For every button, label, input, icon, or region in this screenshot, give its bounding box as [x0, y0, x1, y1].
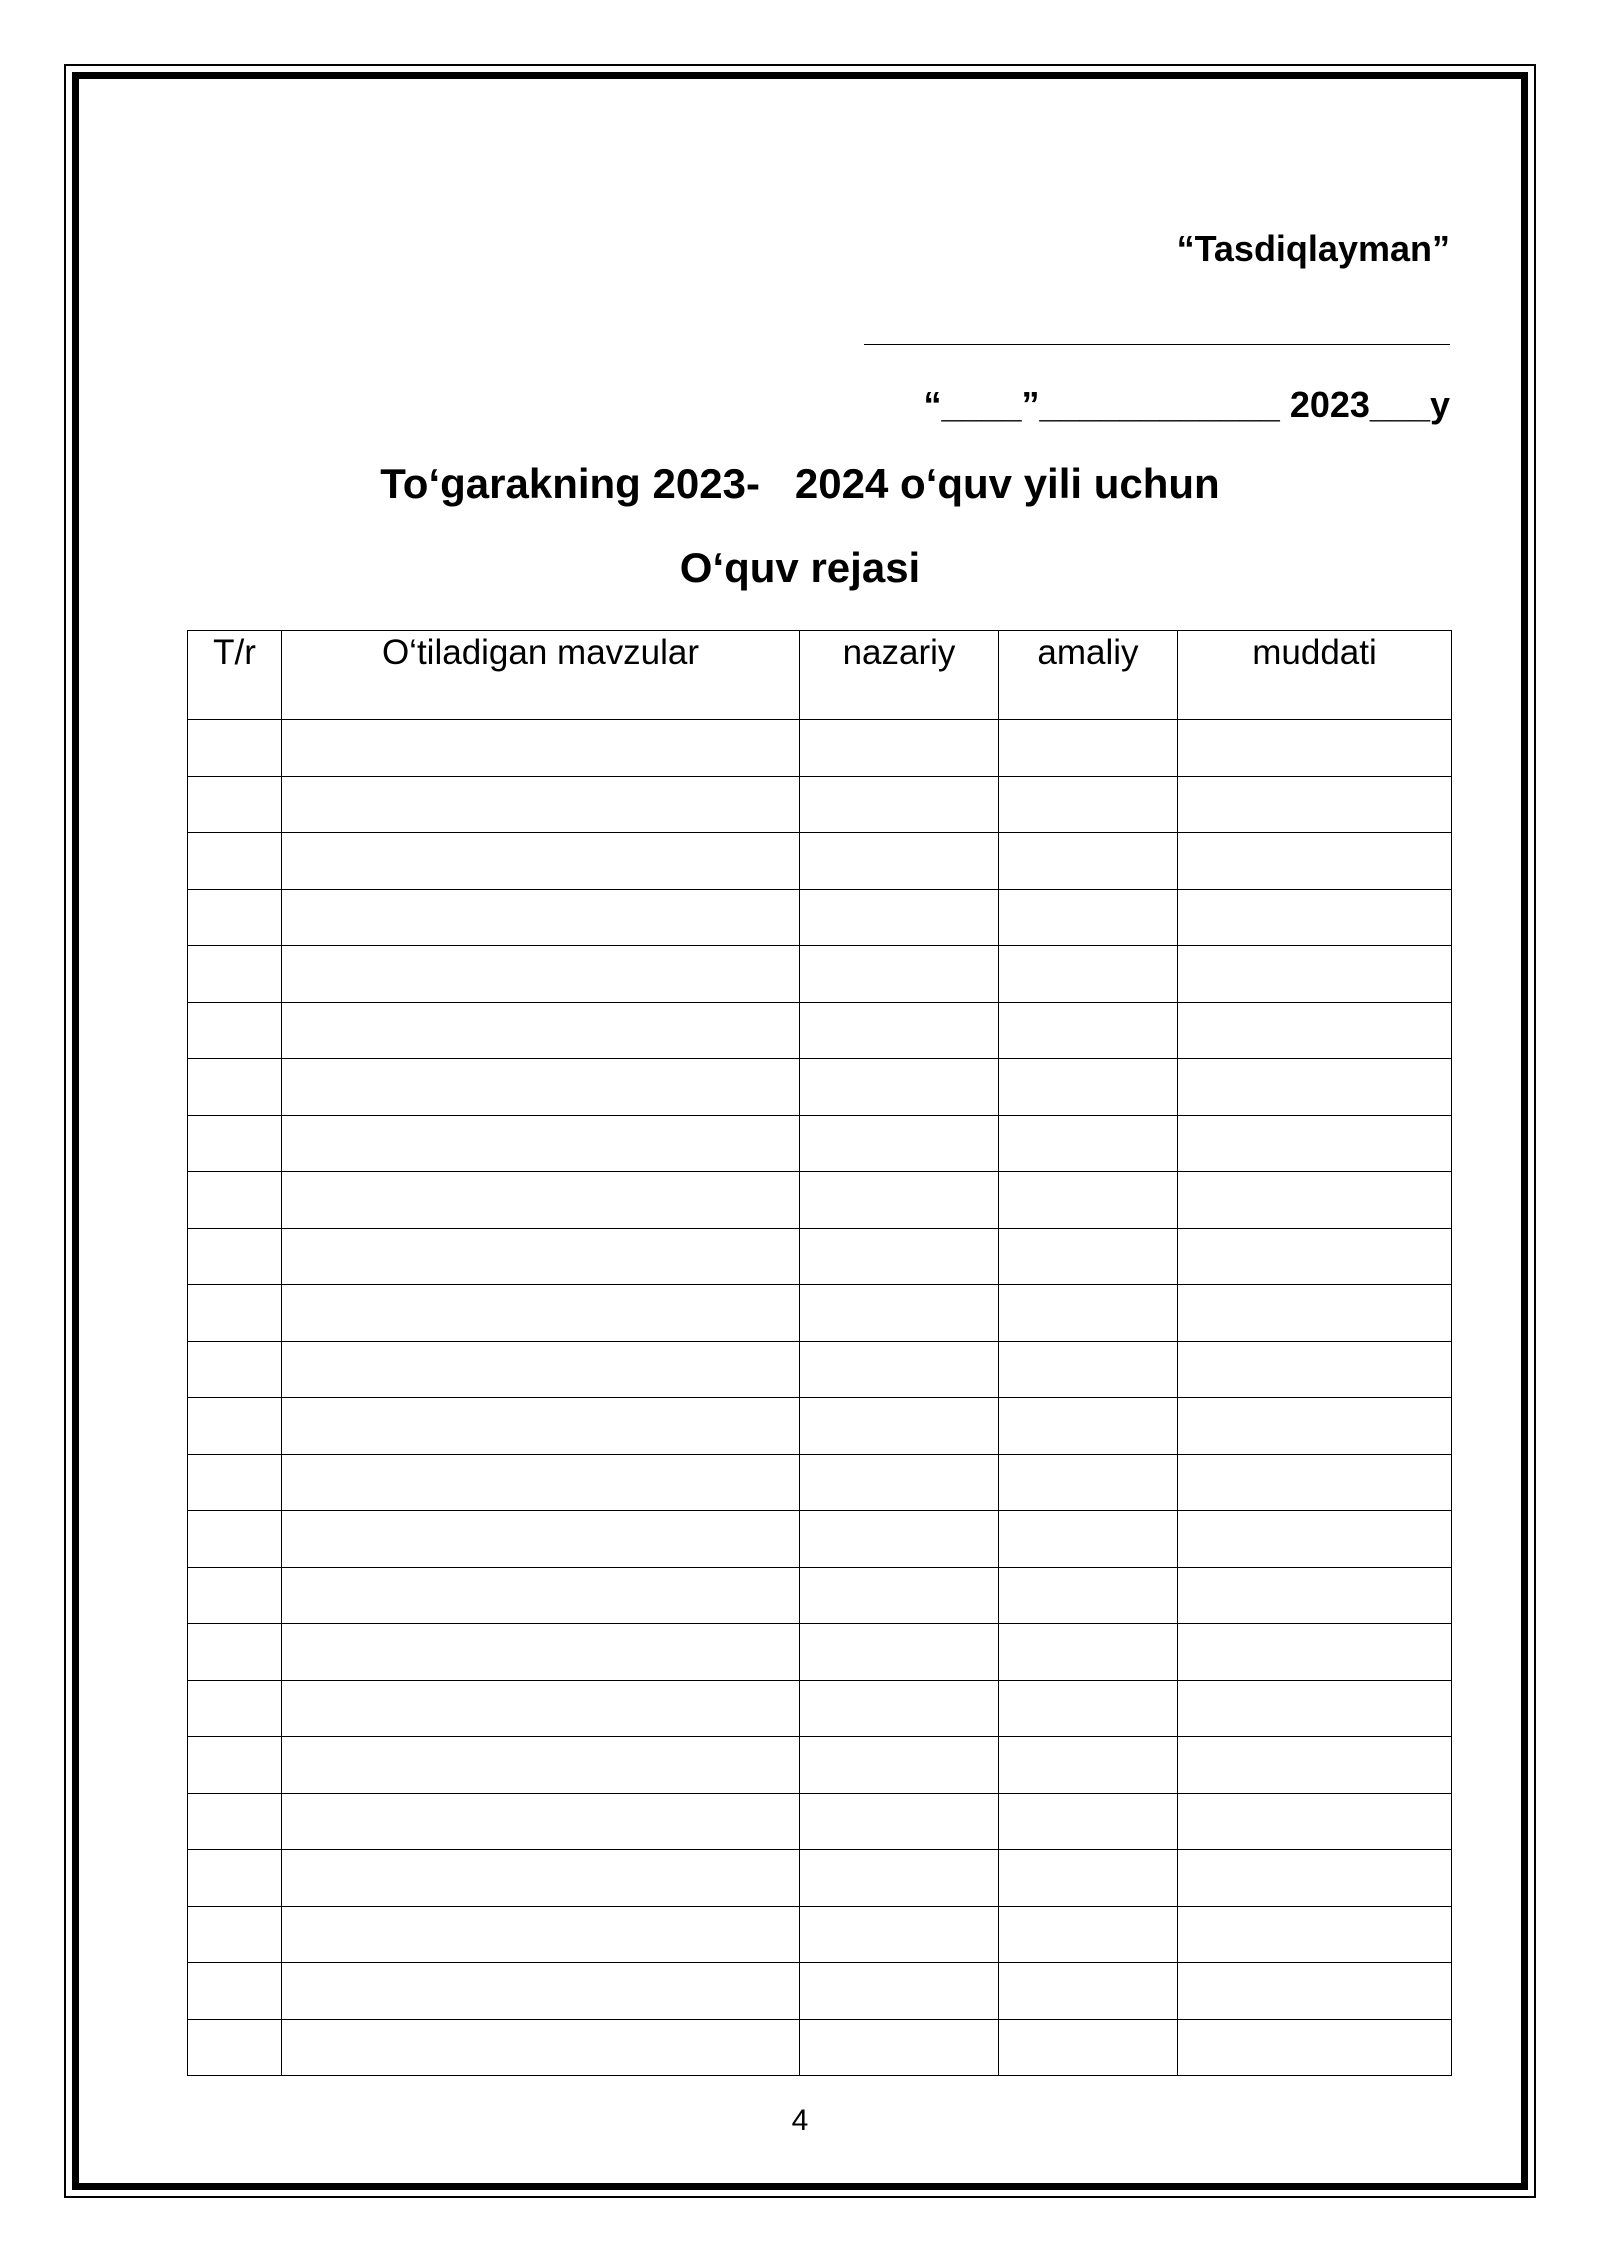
table-cell[interactable]: [999, 1567, 1178, 1624]
table-cell[interactable]: [1178, 1737, 1452, 1794]
table-cell[interactable]: [800, 1059, 999, 1116]
table-row: [188, 776, 1452, 833]
table-cell[interactable]: [1178, 1398, 1452, 1455]
table-cell[interactable]: [1178, 1115, 1452, 1172]
table-cell[interactable]: [188, 1341, 282, 1398]
table-cell[interactable]: [1178, 1172, 1452, 1229]
table-cell[interactable]: [800, 889, 999, 946]
table-row: [188, 889, 1452, 946]
table-cell[interactable]: [188, 833, 282, 890]
table-cell[interactable]: [999, 720, 1178, 777]
table-row: [188, 1341, 1452, 1398]
table-cell[interactable]: [800, 1963, 999, 2020]
table-cell[interactable]: [1178, 1059, 1452, 1116]
table-cell[interactable]: [282, 1624, 800, 1681]
table-cell[interactable]: [800, 1002, 999, 1059]
table-cell[interactable]: [800, 1624, 999, 1681]
table-cell[interactable]: [1178, 1680, 1452, 1737]
table-row: [188, 1059, 1452, 1116]
table-cell[interactable]: [282, 1906, 800, 1963]
table-cell[interactable]: [999, 833, 1178, 890]
table-row: [188, 833, 1452, 890]
table-cell[interactable]: [800, 776, 999, 833]
table-cell[interactable]: [999, 1850, 1178, 1907]
table-row: [188, 1963, 1452, 2020]
table-cell[interactable]: [999, 1228, 1178, 1285]
table-row: [188, 1285, 1452, 1342]
table-row: [188, 1793, 1452, 1850]
table-cell[interactable]: [999, 1059, 1178, 1116]
table-cell[interactable]: [999, 1341, 1178, 1398]
table-cell[interactable]: [1178, 1228, 1452, 1285]
table-cell[interactable]: [282, 889, 800, 946]
table-cell[interactable]: [999, 1454, 1178, 1511]
table-cell[interactable]: [800, 1511, 999, 1568]
table-cell[interactable]: [282, 1963, 800, 2020]
table-cell[interactable]: [800, 1793, 999, 1850]
table-cell[interactable]: [282, 1737, 800, 1794]
table-cell[interactable]: [282, 1454, 800, 1511]
table-cell[interactable]: [1178, 2019, 1452, 2076]
table-cell[interactable]: [800, 1228, 999, 1285]
table-cell[interactable]: [282, 1680, 800, 1737]
column-header-duration: muddati: [1178, 631, 1452, 720]
table-row: [188, 1172, 1452, 1229]
table-row: [188, 1228, 1452, 1285]
table-cell[interactable]: [188, 1511, 282, 1568]
table-cell[interactable]: [999, 889, 1178, 946]
table-cell[interactable]: [999, 1511, 1178, 1568]
approval-date-line: “____”____________ 2023___y: [923, 384, 1450, 425]
table-cell[interactable]: [282, 946, 800, 1003]
table-cell[interactable]: [188, 1963, 282, 2020]
table-cell[interactable]: [282, 1172, 800, 1229]
table-body: [188, 720, 1452, 2076]
table-cell[interactable]: [1178, 720, 1452, 777]
table-cell[interactable]: [999, 776, 1178, 833]
table-cell[interactable]: [188, 2019, 282, 2076]
table-cell[interactable]: [282, 1511, 800, 1568]
table-cell[interactable]: [282, 1002, 800, 1059]
table-cell[interactable]: [999, 1906, 1178, 1963]
table-cell[interactable]: [188, 1624, 282, 1681]
table-header-row: [188, 631, 1452, 720]
table-cell[interactable]: [1178, 1567, 1452, 1624]
table-cell[interactable]: [188, 1398, 282, 1455]
signature-line: [864, 344, 1450, 345]
table-cell[interactable]: [188, 1285, 282, 1342]
table-cell[interactable]: [999, 1002, 1178, 1059]
table-row: [188, 1511, 1452, 1568]
table-row: [188, 1002, 1452, 1059]
table-cell[interactable]: [188, 1454, 282, 1511]
table-row: [188, 1906, 1452, 1963]
page-number: 4: [791, 2104, 809, 2137]
table-cell[interactable]: [188, 720, 282, 777]
table-cell[interactable]: [999, 1680, 1178, 1737]
table-cell[interactable]: [1178, 1454, 1452, 1511]
table-cell[interactable]: [188, 1906, 282, 1963]
table-cell[interactable]: [282, 2019, 800, 2076]
table-cell[interactable]: [188, 1567, 282, 1624]
table-cell[interactable]: [1178, 889, 1452, 946]
table-cell[interactable]: [282, 1228, 800, 1285]
table-cell[interactable]: [999, 946, 1178, 1003]
table-row: [188, 1567, 1452, 1624]
table-cell[interactable]: [1178, 1906, 1452, 1963]
table-cell[interactable]: [282, 833, 800, 890]
table-cell[interactable]: [188, 1059, 282, 1116]
table-cell[interactable]: [800, 1906, 999, 1963]
table-cell[interactable]: [999, 1963, 1178, 2020]
table-cell[interactable]: [999, 1737, 1178, 1794]
table-cell[interactable]: [800, 1680, 999, 1737]
table-row: [188, 1680, 1452, 1737]
table-cell[interactable]: [800, 946, 999, 1003]
table-cell[interactable]: [800, 1398, 999, 1455]
table-row: [188, 1454, 1452, 1511]
table-cell[interactable]: [282, 1285, 800, 1342]
column-header-number: T/r: [188, 631, 282, 720]
table-cell[interactable]: [800, 1567, 999, 1624]
table-cell[interactable]: [800, 833, 999, 890]
table-row: [188, 1398, 1452, 1455]
table-cell[interactable]: [188, 776, 282, 833]
table-row: [188, 946, 1452, 1003]
column-header-topics: O‘tiladigan mavzular: [282, 631, 800, 720]
table-cell[interactable]: [188, 1115, 282, 1172]
table-cell[interactable]: [800, 1737, 999, 1794]
table-cell[interactable]: [188, 1850, 282, 1907]
table-cell[interactable]: [1178, 1341, 1452, 1398]
table-cell[interactable]: [282, 1398, 800, 1455]
table-cell[interactable]: [282, 1341, 800, 1398]
table-cell[interactable]: [800, 1115, 999, 1172]
table-cell[interactable]: [1178, 1963, 1452, 2020]
table-cell[interactable]: [800, 1850, 999, 1907]
table-cell[interactable]: [1178, 1285, 1452, 1342]
table-row: [188, 1624, 1452, 1681]
table-cell[interactable]: [188, 946, 282, 1003]
table-cell[interactable]: [188, 1172, 282, 1229]
table-cell[interactable]: [800, 1172, 999, 1229]
table-row: [188, 720, 1452, 777]
table-row: [188, 1850, 1452, 1907]
table-cell[interactable]: [1178, 776, 1452, 833]
table-cell[interactable]: [282, 776, 800, 833]
table-cell[interactable]: [188, 889, 282, 946]
table-cell[interactable]: [999, 1624, 1178, 1681]
table-cell[interactable]: [800, 1454, 999, 1511]
table-cell[interactable]: [800, 720, 999, 777]
table-row: [188, 1115, 1452, 1172]
document-heading: To‘garakning 2023- 2024 o‘quv yili uchun: [380, 460, 1220, 507]
table-cell[interactable]: [188, 1737, 282, 1794]
table-cell[interactable]: [1178, 1624, 1452, 1681]
table-cell[interactable]: [1178, 1793, 1452, 1850]
table-cell[interactable]: [282, 1850, 800, 1907]
table-cell[interactable]: [999, 1793, 1178, 1850]
document-subheading: O‘quv rejasi: [679, 544, 921, 591]
study-plan-table: [187, 630, 1452, 2076]
table-cell[interactable]: [282, 1567, 800, 1624]
table-cell[interactable]: [282, 720, 800, 777]
table-cell[interactable]: [999, 1285, 1178, 1342]
column-header-theory: nazariy: [800, 631, 999, 720]
table-cell[interactable]: [999, 2019, 1178, 2076]
table-cell[interactable]: [282, 1115, 800, 1172]
table-cell[interactable]: [800, 1285, 999, 1342]
table-cell[interactable]: [188, 1002, 282, 1059]
table-cell[interactable]: [1178, 1850, 1452, 1907]
table-row: [188, 2019, 1452, 2076]
table-row: [188, 1737, 1452, 1794]
table-cell[interactable]: [999, 1398, 1178, 1455]
table-cell[interactable]: [188, 1793, 282, 1850]
table-cell[interactable]: [800, 2019, 999, 2076]
table-cell[interactable]: [800, 1341, 999, 1398]
table-cell[interactable]: [188, 1228, 282, 1285]
approval-title: “Tasdiqlayman”: [1176, 228, 1450, 269]
table-cell[interactable]: [999, 1172, 1178, 1229]
table-cell[interactable]: [282, 1793, 800, 1850]
table-cell[interactable]: [1178, 1002, 1452, 1059]
table-cell[interactable]: [1178, 833, 1452, 890]
table-cell[interactable]: [282, 1059, 800, 1116]
table-cell[interactable]: [188, 1680, 282, 1737]
column-header-practice: amaliy: [999, 631, 1178, 720]
table-cell[interactable]: [1178, 946, 1452, 1003]
table-cell[interactable]: [1178, 1511, 1452, 1568]
table-cell[interactable]: [999, 1115, 1178, 1172]
